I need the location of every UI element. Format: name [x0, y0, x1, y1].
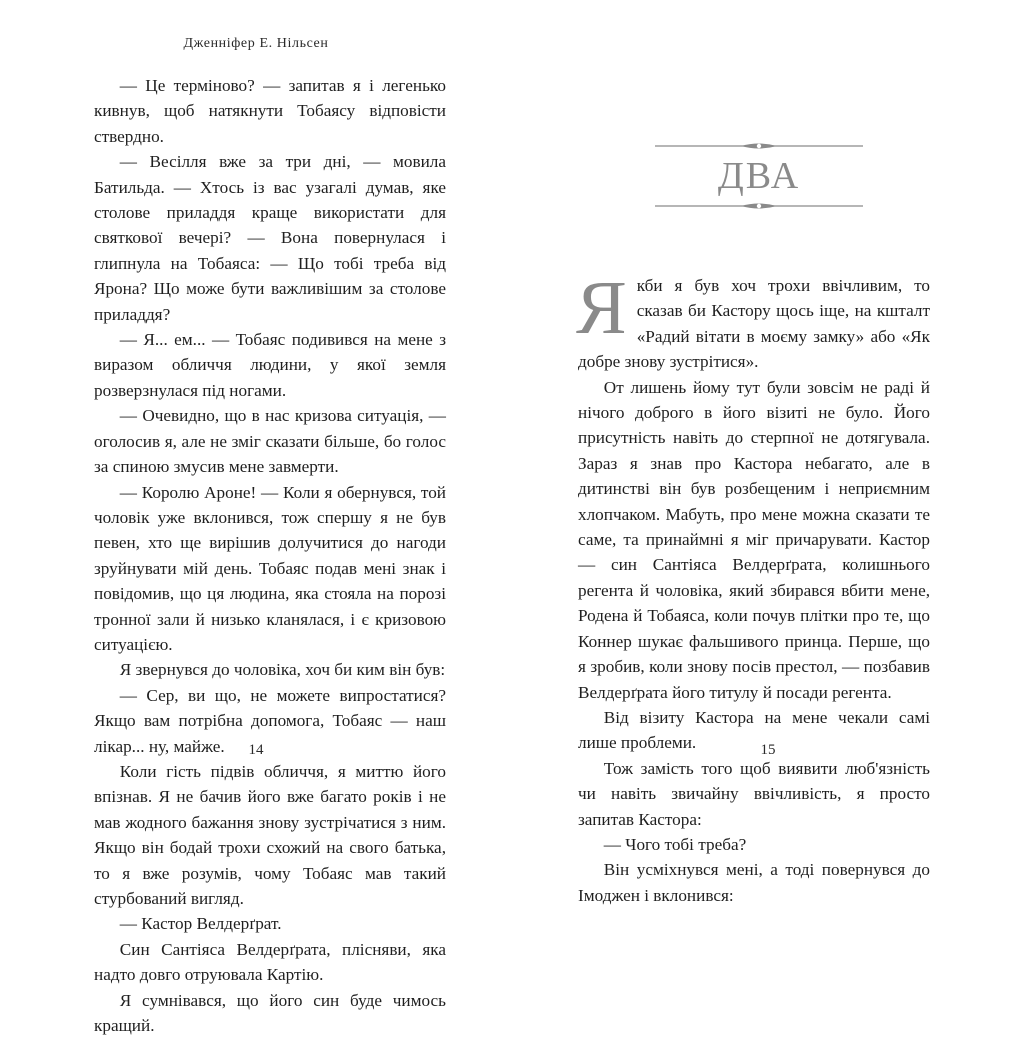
running-header-author: Дженніфер Е. Нільсен: [183, 36, 329, 51]
paragraph: Він усміхнувся мені, а тоді повернувся до Імоджен і вклонився:: [578, 860, 930, 905]
chapter-title: ДВА: [717, 155, 801, 197]
chapter-ornament-top: [655, 140, 863, 152]
paragraph: Син Сантіяса Велдерґрата, плісняви, яка надто довго отруювала Картію.: [94, 939, 446, 985]
paragraph: — Чого тобі треба?: [603, 834, 747, 854]
paragraph: От лишень йому тут були зовсім не раді й нічого доброго в його візиті не було. Його присутність навіть до стерпної не дотягувала. Зараз я знав про Кастора небагато, але в дитинстві він був розбещеним і неприємним хлопчаком. Мабуть, про мене можна сказати те саме, та принаймні я міг причарувати. Кастор — син Сантіяса Велдерґрата, колишнього регента й чоловіка, який збирався вбити мене, Родена й Тобаяса, коли почув плітки про те, що Коннер шукає фальшивого принца. Перше, що я зробив, коли знову посів престол, — позбавив Велдерґрата його титулу й посади регента.: [578, 377, 930, 702]
paragraph: — Весілля вже за три дні, — мовила Батильда. — Хтось із вас узагалі думав, яке столове приладдя краще використати для святкової вечері? — Вона повернулася і глипнула на Тобаяса: — Що тобі треба від Ярона? Що може бути важливішим за столове приладдя?: [94, 152, 446, 324]
paragraph: — Кастор Велдерґрат.: [119, 914, 282, 934]
paragraph: Я сумнівався, що його син буде чимось кращий.: [94, 990, 446, 1036]
paragraph: — Я... ем... — Тобаяс подивився на мене з виразом обличчя людини, у якої земля розверзнулася під ногами.: [94, 330, 446, 400]
paragraph: — Очевидно, що в нас кризова ситуація, — оголосив я, але не зміг сказати більше, бо голос за спиною змусив мене завмерти.: [94, 406, 446, 477]
page-number: 15: [760, 742, 776, 758]
paragraph: Я звернувся до чоловіка, хоч би ким він був:: [119, 660, 446, 680]
paragraph: — Це терміново? — запитав я і легенько кивнув, щоб натякнути Тобаясу відповісти ствердно.: [94, 76, 446, 146]
page-number: 14: [248, 742, 264, 758]
paragraph: Тож замість того щоб виявити люб'язність чи навіть звичайну ввічливість, я просто запитав Кастора:: [578, 758, 930, 829]
paragraph: — Королю Ароне! — Коли я обернувся, той чоловік уже вклонився, тож спершу я не був певен, хто ще вирішив долучитися до нагоди зруйнувати мій день. Тобаяс подав мені знак і повідомив, що ця людина, яка стояла на порозі тронної зали й низько кланялася, і є кризовою ситуацією.: [94, 482, 446, 654]
left-page-text: [94, 73, 446, 1038]
first-paragraph-text: кби я був хоч трохи ввічливим, то сказав би Кастору щось іще, на кшталт «Радий вітати в моєму замку» або «Як добре знову зустрітися».: [578, 276, 930, 372]
first-paragraph: [576, 266, 930, 375]
chapter-ornament-bottom: [655, 200, 863, 212]
right-page-text: [576, 266, 930, 908]
left-page: [0, 0, 512, 1036]
paragraph: Коли гість підвів обличчя, я миттю його впізнав. Я не бачив його вже багато років і не мав жодного бажання знову зустрічатися з ним. Якщо він бодай трохи схожий на свого батька, то я вже розумів, чому Тобаяс мав такий стурбований вигляд.: [94, 761, 446, 908]
paragraph: Від візиту Кастора на мене чекали самі лише проблеми.: [578, 707, 930, 753]
drop-cap: Я: [576, 266, 627, 350]
paragraph: — Сер, ви що, не можете випростатися? Якщо вам потрібна допомога, Тобаяс — наш лікар... ну, майже.: [94, 685, 446, 756]
chapter-heading: [655, 140, 863, 210]
right-page: [512, 0, 1024, 905]
